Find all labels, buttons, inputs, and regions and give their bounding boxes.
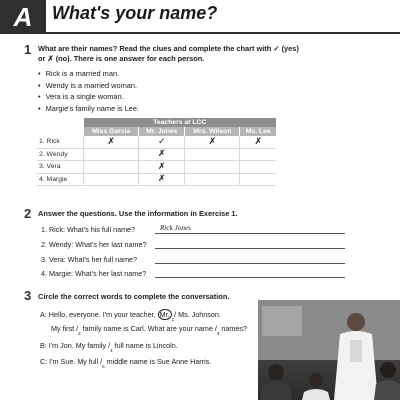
chart-cell[interactable] [185,173,240,186]
exercise-3-number: 3 [24,288,32,303]
chart-cell[interactable]: ✗ [139,161,185,174]
student-head [268,364,284,380]
row-label: 3. Vera [36,161,84,174]
chart-cell[interactable] [240,161,276,174]
text-span: B: I'm Jon. My family [40,341,109,350]
text-span: family name is Carl. What are your name [80,324,215,333]
slash: / [214,324,217,333]
column-header: Ms. Lee [240,127,276,136]
student-body [302,389,330,400]
teacher-head [347,313,365,331]
item-number: 1 [171,317,175,322]
chart-cell[interactable]: ✓ [139,136,185,148]
item-number: 3 [216,331,220,336]
slash: / [174,310,177,319]
chart-cell[interactable]: ✗ [139,173,185,186]
chart-cell[interactable]: ✗ [185,136,240,148]
clue-list [38,68,139,114]
text-span: names? [219,324,247,333]
column-header: Miss Garcia [84,127,139,136]
row-label: 1. Rick [36,136,84,148]
chart-cell[interactable] [240,148,276,161]
table-row [36,161,276,174]
photo-board [262,306,302,336]
title-underline [46,32,400,34]
item-number: 4 [110,348,113,353]
chart-cell[interactable] [84,161,139,174]
exercise-1-instruction-line-1: What are their names? Read the clues and complete the chart with ✓ (yes) [38,44,299,53]
text-span: A: Hello, everyone. I'm your teacher, [40,310,158,319]
exercise-1-instruction [38,44,299,64]
exercise-2-instruction: Answer the questions. Use the information in Exercise 1. [38,209,238,218]
row-label: 4. Margie [36,173,84,186]
text-span: Johnson. [189,310,221,319]
chart-cell[interactable] [240,173,276,186]
slash: / [76,324,79,333]
question-3: 3. Vera: What's her full name? [41,255,138,264]
chart-cell[interactable]: ✗ [240,136,276,148]
clue-item: • Wendy is a married woman. [38,80,139,92]
chart-cell[interactable] [84,173,139,186]
chart-cell[interactable]: ✗ [84,136,139,148]
exercise-1-instruction-line-2: or ✗ (no). There is one answer for each person. [38,54,205,63]
question-1: 1. Rick: What's his full name? [41,225,136,234]
text-span: My first [51,324,77,333]
clue-item: • Margie's family name is Lee. [38,103,139,115]
classroom-photo [258,300,400,400]
answer-line-1[interactable] [155,233,345,234]
chart-cell[interactable]: ✗ [139,148,185,161]
teacher-book [350,340,362,362]
table-row [36,173,276,186]
page-title: What's your name? [52,3,218,23]
chart-corner [36,127,84,136]
chart-cell[interactable] [84,148,139,161]
exercise-3-instruction: Circle the correct words to complete the conversation. [38,292,230,301]
column-header: Mr. Jones [139,127,185,136]
table-row [36,136,276,148]
row-label: 2. Wendy [36,148,84,161]
answer-1: Rick Jones [160,224,191,232]
section-letter-badge: A [0,0,46,34]
slash: / [108,341,111,350]
item-number: 2 [78,331,81,336]
chart-cell[interactable] [185,161,240,174]
exercise-2-number: 2 [24,206,32,221]
answer-line-4[interactable] [155,277,345,278]
question-4: 4. Margie: What's her last name? [41,269,147,278]
conversation-line-a1 [40,310,221,322]
text-span: middle name is Sue Anne Harris. [104,357,212,366]
student-head [309,373,323,387]
exercise-1-number: 1 [24,42,32,57]
answer-line-2[interactable] [155,248,345,249]
chart-caption: Teachers at LCC [84,118,277,127]
student-body [374,380,400,400]
text-span: full name is Lincoln. [112,341,178,350]
conversation-line-c [40,357,212,369]
text-span: C: I'm Sue. My full [40,357,101,366]
clue-item: • Vera is a single woman. [38,91,139,103]
choice-word[interactable]: Ms. [178,310,190,319]
question-2: 2. Wendy: What's her last name? [41,240,147,249]
teachers-chart [36,118,276,186]
slash: / [100,357,103,366]
item-number: 5 [102,364,105,369]
classroom-illustration [258,300,400,400]
conversation-line-b [40,341,178,353]
conversation-line-a2 [51,324,247,336]
column-header: Mrs. Wilson [185,127,240,136]
answer-line-3[interactable] [155,263,345,264]
clue-item: • Rick is a married man. [38,68,139,80]
chart-corner [36,118,84,127]
chart-cell[interactable] [185,148,240,161]
table-row [36,148,276,161]
circled-answer[interactable]: Mr. [159,310,170,319]
student-body [260,382,292,400]
student-head [380,362,396,378]
